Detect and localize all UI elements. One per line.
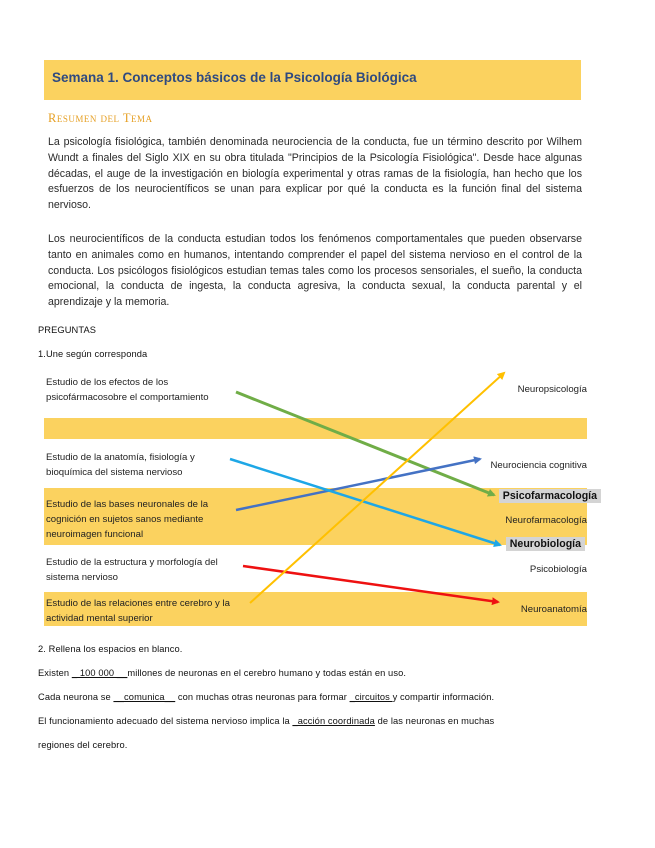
question-2-title: 2. Rellena los espacios en blanco.: [38, 644, 183, 654]
answer-blank: _ 100 000 __: [71, 668, 128, 678]
left-item-4: Estudio de la estructura y morfología del sistema nervioso: [46, 557, 218, 583]
connector-yellow: [250, 373, 504, 603]
summary-paragraph-2: Los neurocientíficos de la conducta estudian todos los fenómenos comportamentales que pueden observarse tanto en animales como en humanos, intentando comprender el papel del sistema nervioso en el control de la conducta. Los psicólogos fisiológicos estudian temas tales como los procesos sensoriales, el sueño, la conducta emocional, la conducta de ingesta, la conducta agresiva, la conducta sexual, la conducta parental y el aprendizaje y la memoria.: [48, 233, 582, 309]
fill-sentence-1: Existen _ 100 000 __millones de neuronas en el cerebro humano y todas están en uso.: [38, 668, 407, 678]
right-item-psicofarmacologia: Psicofarmacología: [499, 489, 601, 503]
question-1-title: 1.Une según corresponda: [38, 349, 148, 359]
fill-sentence-3: El funcionamiento adecuado del sistema nervioso implica la _acción coordinada de las neuronas en muchas: [38, 716, 495, 726]
right-item-neurofarmacologia: Neurofarmacología: [505, 515, 587, 526]
right-item-neuropsicologia: Neuropsicología: [517, 384, 587, 395]
answer-blank: __comunica__: [113, 692, 176, 702]
connector-blue: [236, 459, 480, 510]
connector-red: [243, 566, 498, 602]
fill-sentence-2: Cada neurona se __comunica__ con muchas otras neuronas para formar _circuitos y compartir información.: [38, 692, 495, 702]
left-item-2: Estudio de la anatomía, fisiología y bioquímica del sistema nervioso: [46, 452, 195, 478]
right-item-neurociencia-cognitiva: Neurociencia cognitiva: [490, 460, 587, 471]
left-item-5: Estudio de las relaciones entre cerebro y la actividad mental superior: [46, 598, 230, 624]
page-title: Semana 1. Conceptos básicos de la Psicología Biológica: [52, 70, 417, 85]
section-heading: Resumen del Tema: [48, 111, 153, 125]
answer-blank: _acción coordinada: [292, 716, 375, 726]
right-item-neuroanatomia: Neuroanatomía: [520, 604, 587, 615]
left-item-3: Estudio de las bases neuronales de la cognición en sujetos sanos mediante neuroimagen funcional: [46, 499, 209, 540]
left-item-1: Estudio de los efectos de los psicofármacosobre el comportamiento: [46, 377, 209, 403]
right-item-psicobiologia: Psicobiología: [529, 564, 587, 575]
answer-blank: _circuitos: [349, 692, 393, 702]
summary-paragraph-1: La psicología fisiológica, también denominada neurociencia de la conducta, fue un término descrito por Wilhem Wundt a finales del Siglo XIX en su obra titulada "Principios de la Psicología Fisiológica". Desde hace algunas décadas, el auge de la investigación en biología experimental y otras ramas de la fisiología, han hecho que los esfuerzos de los neurocientíficos se unan para explicar por qué la conducta es la función final del sistema nervioso.: [48, 136, 582, 212]
connector-green: [236, 392, 494, 495]
right-item-neurobiologia: Neurobiología: [506, 537, 585, 551]
questions-heading: PREGUNTAS: [38, 325, 97, 335]
fill-sentence-4: regiones del cerebro.: [38, 740, 128, 750]
